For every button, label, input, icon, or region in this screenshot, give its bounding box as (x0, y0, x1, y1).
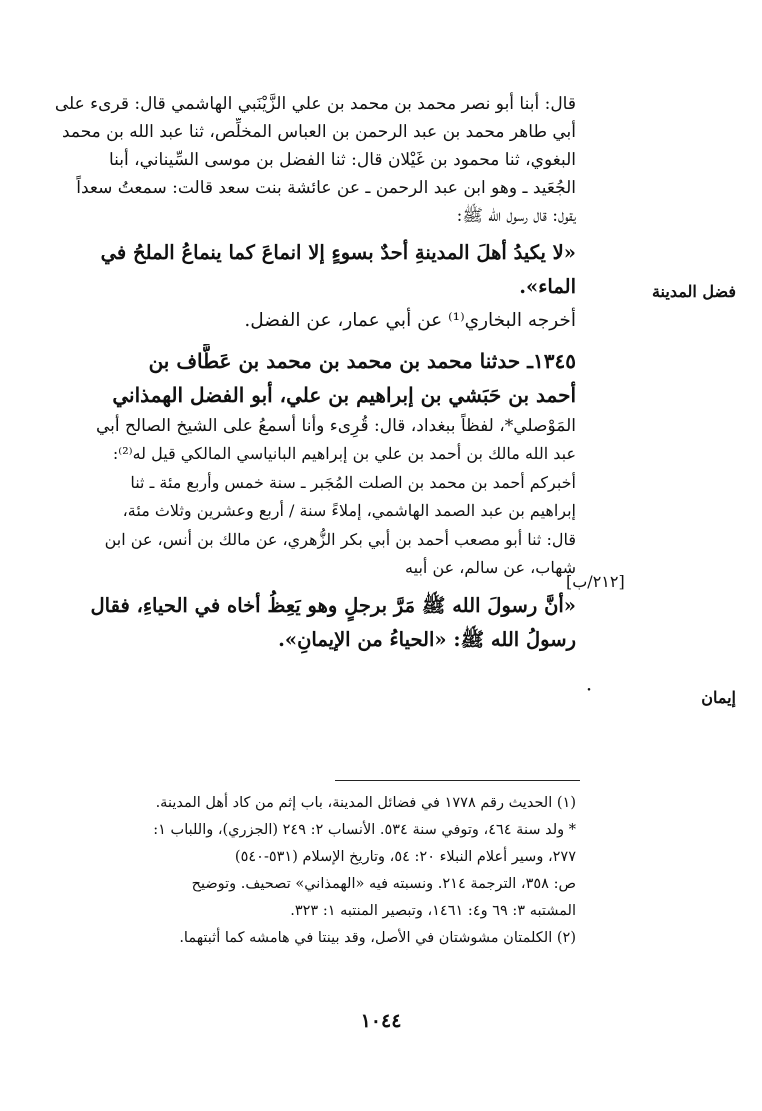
hadith-quote-line: «لا يكيدُ أهلَ المدينةِ أحدٌ بسوءٍ إلا انماعَ كما ينماعُ الملحُ في (100, 241, 576, 264)
hadith-quote-line: رسولُ الله ﷺ: «الحياءُ من الإيمانِ». (278, 627, 576, 651)
isnad-line: قال: ثنا أبو مصعب أحمد بن أبي بكر الزُّهري، عن مالك بن أنس، عن ابن (104, 529, 576, 549)
isnad-line: أخبركم أحمد بن محمد بن الصلت المُجَبر ـ سنة خمس وأربع مئة ـ ثنا (130, 472, 576, 492)
hadith-quote-line: الماء». (519, 275, 576, 298)
body-line: أبي طاهر محمد بن عبد الرحمن بن العباس المخلِّص، ثنا عبد الله بن محمد (61, 122, 576, 142)
isnad-line: إبراهيم بن عبد الصمد الهاشمي، إملاءً سنة / أربع وعشرين وثلاث مئة، (122, 501, 576, 520)
footnote-line: المشتبه ٣: ٦٩ و٤: ١٤٦١، وتبصير المنتبه ١: ٣٢٣. (290, 903, 576, 919)
margin-dot: ・ (582, 683, 596, 699)
isnad-line: عبد الله مالك بن أحمد بن علي بن إبراهيم البانياسي المالكي قيل له⁽²⁾: (112, 444, 576, 463)
body-line: الجُعَيد ـ وهو ابن عبد الرحمن ـ عن عائشة بنت سعد قالت: سمعتُ سعداً (76, 178, 576, 198)
footnote-line: ص: ٣٥٨، الترجمة ٢١٤. ونسبته فيه «الهمذاني» تصحيف. وتوضيح (191, 876, 576, 892)
takhrij-line: أخرجه البخاري⁽¹⁾ عن أبي عمار، عن الفضل. (244, 310, 576, 331)
body-line: يقول: قال رسول الله ﷺ: (456, 206, 576, 226)
footnote-line: (١) الحديث رقم ١٧٧٨ في فضائل المدينة، باب إثم من كاد أهل المدينة. (155, 795, 576, 811)
body-line: البغوي، ثنا محمود بن غَيْلان قال: ثنا الفضل بن موسى السِّيناني، أبنا (108, 150, 576, 170)
page-number: ١٠٤٤ (360, 1010, 402, 1032)
footnotes (46, 790, 576, 952)
hadith-heading-line: أحمد بن حَبَشي بن إبراهيم بن علي، أبو الفضل الهمذاني (112, 383, 576, 407)
hadith-heading-line: ١٣٤٥ـ حدثنا محمد بن محمد بن محمد بن عَطَّاف بن (148, 349, 576, 373)
isnad-line: شهاب، عن سالم، عن أبيه (405, 558, 576, 577)
footnote-line: (٢) الكلمتان مشوشتان في الأصل، وقد بينتا في هامشه كما أثبتهما. (179, 930, 576, 946)
hadith-heading-line: المَوْصلي*، لفظاً ببغداد، قال: قُرِىء وأنا أسمعُ على الشيخ الصالح أبي (95, 416, 576, 436)
margin-topic-madina: فضل المدينة (651, 282, 736, 301)
footnote-divider (335, 780, 580, 781)
folio-marker: [٢١٢/ب] (566, 572, 625, 591)
footnote-line: * ولد سنة ٤٦٤، وتوفي سنة ٥٣٤. الأنساب ٢: ٢٤٩ (الجزري)، واللباب ١: (153, 822, 576, 838)
margin-topic-iman: إيمان (701, 688, 736, 707)
footnote-line: ٢٧٧، وسير أعلام النبلاء ٢٠: ٥٤، وتاريخ الإسلام (٥٣١-٥٤٠) (234, 849, 576, 865)
body-line: قال: أبنا أبو نصر محمد بن محمد بن علي الزَّيْنَبي الهاشمي قال: قرىء على (54, 94, 576, 114)
hadith-quote-line: «أنَّ رسولَ الله ﷺ مَرَّ برجلٍ وهو يَعِظُ أخاه في الحياءِ، فقال (90, 593, 576, 617)
main-text (36, 90, 576, 657)
